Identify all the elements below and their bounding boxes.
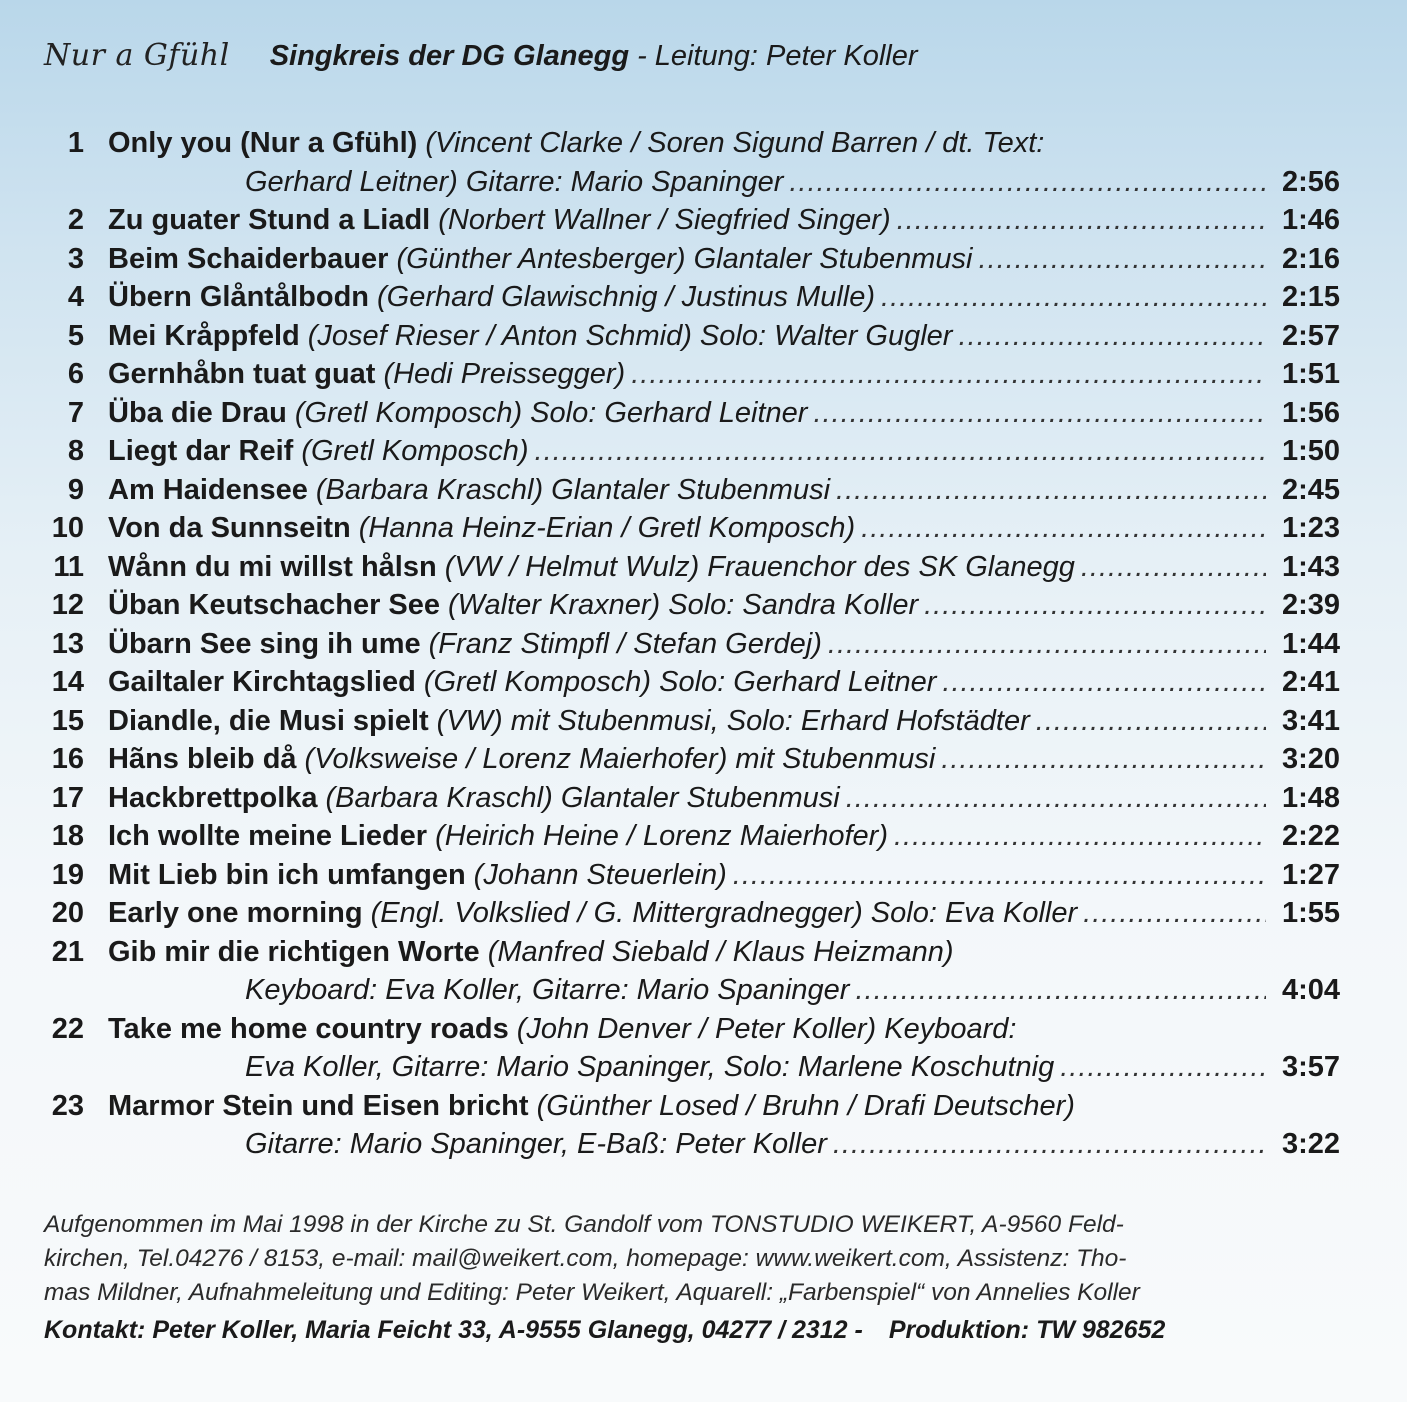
leader-dots [941,740,1266,779]
track-content [108,702,1340,741]
leader-dots [958,317,1266,356]
track-line [40,856,1340,895]
track-credits: (Günther Losed / Bruhn / Drafi Deutscher) [536,1089,1075,1122]
track-item [40,625,1340,664]
track-number: 19 [51,858,84,891]
leader-dots [1060,1048,1266,1087]
track-line [40,702,1340,741]
track-line-continued [40,971,1340,1010]
track-content [108,432,1340,471]
track-content [108,355,1340,394]
contact-line [44,1316,1165,1345]
track-credits: (Hedi Preissegger) [383,358,626,390]
leader-dots [733,856,1266,895]
track-credits: (Walter Kraxner) Solo: Sandra Koller [448,589,919,621]
track-duration: 2:15 [1281,281,1340,313]
track-credits: (Franz Stimpfl / Stefan Gerdej) [428,627,822,660]
contact-info: Kontakt: Peter Koller, Maria Feicht 33, A-9555 Glanegg, 04277 / 2312 - [44,1316,863,1344]
track-title: Hãns bleib då [108,743,297,775]
track-content [245,1125,1340,1164]
track-item [40,471,1340,510]
track-list [40,124,1340,1164]
track-content [108,779,1340,818]
leader-dots [1083,894,1266,933]
track-duration: 1:51 [1281,358,1340,390]
track-credits: (Manfred Siebald / Klaus Heizmann) [487,935,954,968]
track-title: Mei Kråppfeld [108,319,300,352]
track-credits-continued: Gitarre: Mario Spaninger, E-Baß: Peter Koller [245,1128,827,1160]
track-title: Gailtaler Kirchtagslied [108,666,416,698]
track-title: Übern Glåntålbodn [108,281,369,313]
track-duration: 3:41 [1281,704,1340,737]
track-number: 10 [51,512,84,544]
track-content [108,1087,1340,1126]
track-item [40,586,1340,625]
track-content [108,394,1340,433]
track-credits: (Gerhard Glawischnig / Justinus Mulle) [377,281,876,313]
track-item [40,432,1340,471]
track-line-continued [40,1125,1340,1164]
leader-dots [535,432,1266,471]
track-line-continued [40,1048,1340,1087]
track-item [40,509,1340,548]
track-credits: (Josef Rieser / Anton Schmid) Solo: Walter Gugler [307,319,953,352]
leader-dots [789,163,1266,202]
album-title: Nur a Gfühl [44,38,230,73]
track-title: Von da Sunnseitn [108,512,351,544]
track-credits: (Barbara Kraschl) Glantaler Stubenmusi [315,473,831,506]
track-duration: 1:43 [1281,550,1340,583]
production-code: Produktion: TW 982652 [888,1316,1166,1344]
recording-credits [44,1208,1364,1310]
track-title: Gib mir die richtigen Worte [108,935,480,968]
credits-line: mas Mildner, Aufnahmeleitung und Editing: Peter Weikert, Aquarell: „Farbenspiel“ von Annelies Koller [44,1279,1140,1306]
track-title: Early one morning [108,897,363,929]
track-item [40,779,1340,818]
track-duration: 3:22 [1281,1128,1340,1160]
track-title: Beim Schaiderbauer [108,242,389,275]
track-item [40,933,1340,1010]
track-line [40,355,1340,394]
track-number: 6 [67,358,84,390]
track-duration: 4:04 [1281,974,1340,1006]
track-duration: 1:23 [1281,512,1340,544]
leader-dots [833,1125,1266,1164]
header [44,38,918,88]
track-line [40,586,1340,625]
track-content [108,817,1340,856]
track-number: 17 [51,781,84,814]
leader-dots [894,817,1266,856]
track-content [108,548,1340,587]
track-credits: (Hanna Heinz-Erian / Gretl Komposch) [358,512,856,544]
track-number: 14 [51,666,84,698]
track-item [40,394,1340,433]
track-number: 1 [67,127,84,159]
track-title: Üba die Drau [108,396,287,429]
track-title: Diandle, die Musi spielt [108,704,429,737]
track-content [108,240,1340,279]
track-number: 9 [67,473,84,506]
track-number: 18 [51,820,84,852]
track-number: 2 [67,204,84,236]
leader-dots [897,201,1266,240]
track-item [40,201,1340,240]
track-number: 22 [51,1012,84,1045]
track-content [245,163,1340,202]
track-line [40,894,1340,933]
track-line [40,201,1340,240]
track-title: Übarn See sing ih ume [108,627,421,660]
leader-dots [631,355,1266,394]
track-duration: 1:27 [1281,858,1340,891]
track-credits: (Engl. Volkslied / G. Mittergradnegger) Solo: Eva Koller [370,897,1078,929]
leader-dots [1081,548,1266,587]
track-number: 13 [51,627,84,660]
track-credits: (Volksweise / Lorenz Maierhofer) mit Stubenmusi [304,743,936,775]
track-content [245,1048,1340,1087]
track-item [40,240,1340,279]
track-content [108,586,1340,625]
track-item [40,278,1340,317]
track-duration: 1:46 [1281,204,1340,236]
track-line [40,625,1340,664]
track-item [40,663,1340,702]
leader-dots [861,509,1266,548]
leader-dots [855,971,1266,1010]
track-content [108,471,1340,510]
track-content [108,856,1340,895]
track-content [108,740,1340,779]
track-line [40,394,1340,433]
track-duration: 2:45 [1281,473,1340,506]
choir-leader: Leitung: Peter Koller [654,40,918,72]
track-duration: 1:50 [1281,435,1340,467]
leader-dots [828,625,1266,664]
track-content [108,894,1340,933]
leader-dots [881,278,1266,317]
track-item [40,548,1340,587]
track-credits: (Norbert Wallner / Siegfried Singer) [438,204,891,236]
leader-dots [942,663,1266,702]
track-credits-continued: Keyboard: Eva Koller, Gitarre: Mario Spaninger [245,974,850,1006]
track-number: 12 [51,589,84,621]
track-number: 7 [67,396,84,429]
track-duration: 2:39 [1281,589,1340,621]
track-number: 23 [51,1089,84,1122]
track-item [40,317,1340,356]
track-line [40,1010,1340,1049]
track-line [40,124,1340,163]
track-content [108,317,1340,356]
track-credits: (Vincent Clarke / Soren Sigund Barren / dt. Text: [425,127,1045,159]
track-number: 21 [51,935,84,968]
header-separator: - [637,40,647,72]
leader-dots [813,394,1266,433]
track-duration: 1:56 [1281,396,1340,429]
track-content [108,509,1340,548]
track-content [108,663,1340,702]
track-content [108,1010,1340,1049]
track-line [40,817,1340,856]
track-credits: (Johann Steuerlein) [473,858,727,891]
track-line [40,471,1340,510]
track-title: Marmor Stein und Eisen bricht [108,1089,529,1122]
track-line [40,317,1340,356]
track-duration: 2:56 [1281,165,1340,198]
track-item [40,702,1340,741]
track-item [40,124,1340,201]
track-item [40,355,1340,394]
leader-dots [924,586,1266,625]
leader-dots [978,240,1266,279]
track-duration: 3:57 [1281,1051,1340,1083]
track-duration: 2:16 [1281,242,1340,275]
track-credits: (John Denver / Peter Koller) Keyboard: [516,1012,1017,1045]
track-line [40,278,1340,317]
track-credits: (Gretl Komposch) Solo: Gerhard Leitner [423,666,937,698]
track-title: Hackbrettpolka [108,781,318,814]
track-item [40,817,1340,856]
track-line [40,663,1340,702]
track-number: 3 [67,242,84,275]
track-credits: (VW / Helmut Wulz) Frauenchor des SK Glanegg [444,550,1075,583]
track-content [245,971,1340,1010]
credits-line: kirchen, Tel.04276 / 8153, e-mail: mail@weikert.com, homepage: www.weikert.com, Assistenz: Tho- [44,1245,1127,1272]
track-title: Ich wollte meine Lieder [108,820,428,852]
track-item [40,1087,1340,1164]
track-line-continued [40,163,1340,202]
track-duration: 2:41 [1281,666,1340,698]
track-content [108,625,1340,664]
track-content [108,933,1340,972]
track-number: 20 [51,897,84,929]
track-credits-continued: Gerhard Leitner) Gitarre: Mario Spaninger [245,165,784,198]
track-duration: 1:44 [1281,627,1340,660]
track-title: Am Haidensee [108,473,308,506]
track-item [40,740,1340,779]
track-line [40,432,1340,471]
track-credits: (Gretl Komposch) [301,435,529,467]
track-number: 5 [67,319,84,352]
track-credits: (Gretl Komposch) Solo: Gerhard Leitner [294,396,808,429]
track-title: Wånn du mi willst hålsn [108,550,437,583]
track-title: Only you (Nur a Gfühl) [108,127,418,159]
track-title: Zu guater Stund a Liadl [108,204,431,236]
track-title: Üban Keutschacher See [108,589,441,621]
track-duration: 1:55 [1281,897,1340,929]
choir-name: Singkreis der DG Glanegg [269,40,630,72]
track-title: Liegt dar Reif [108,435,294,467]
track-credits: (Barbara Kraschl) Glantaler Stubenmusi [325,781,840,814]
track-number: 15 [51,704,84,737]
leader-dots [1036,702,1266,741]
track-line [40,548,1340,587]
track-line [40,509,1340,548]
track-line [40,240,1340,279]
leader-dots [836,471,1266,510]
track-content [108,278,1340,317]
track-item [40,1010,1340,1087]
track-content [108,124,1340,163]
track-title: Mit Lieb bin ich umfangen [108,858,466,891]
track-duration: 2:22 [1281,820,1340,852]
track-line [40,933,1340,972]
track-credits-continued: Eva Koller, Gitarre: Mario Spaninger, Solo: Marlene Koschutnig [245,1051,1055,1083]
track-number: 8 [67,435,84,467]
track-title: Take me home country roads [108,1012,509,1045]
track-credits: (VW) mit Stubenmusi, Solo: Erhard Hofstädter [436,704,1030,737]
track-content [108,201,1340,240]
track-duration: 2:57 [1281,319,1340,352]
track-title: Gernhåbn tuat guat [108,358,376,390]
leader-dots [846,779,1266,818]
track-number: 11 [53,550,84,583]
track-line [40,740,1340,779]
track-line [40,779,1340,818]
track-item [40,856,1340,895]
track-credits: (Günther Antesberger) Glantaler Stubenmusi [396,242,973,275]
credits-line: Aufgenommen im Mai 1998 in der Kirche zu St. Gandolf vom TONSTUDIO WEIKERT, A-9560 Feld- [44,1211,1124,1238]
track-duration: 3:20 [1281,743,1340,775]
track-number: 4 [67,281,84,313]
track-item [40,894,1340,933]
track-number: 16 [51,743,84,775]
track-line [40,1087,1340,1126]
track-duration: 1:48 [1281,781,1340,814]
track-credits: (Heirich Heine / Lorenz Maierhofer) [435,820,888,852]
